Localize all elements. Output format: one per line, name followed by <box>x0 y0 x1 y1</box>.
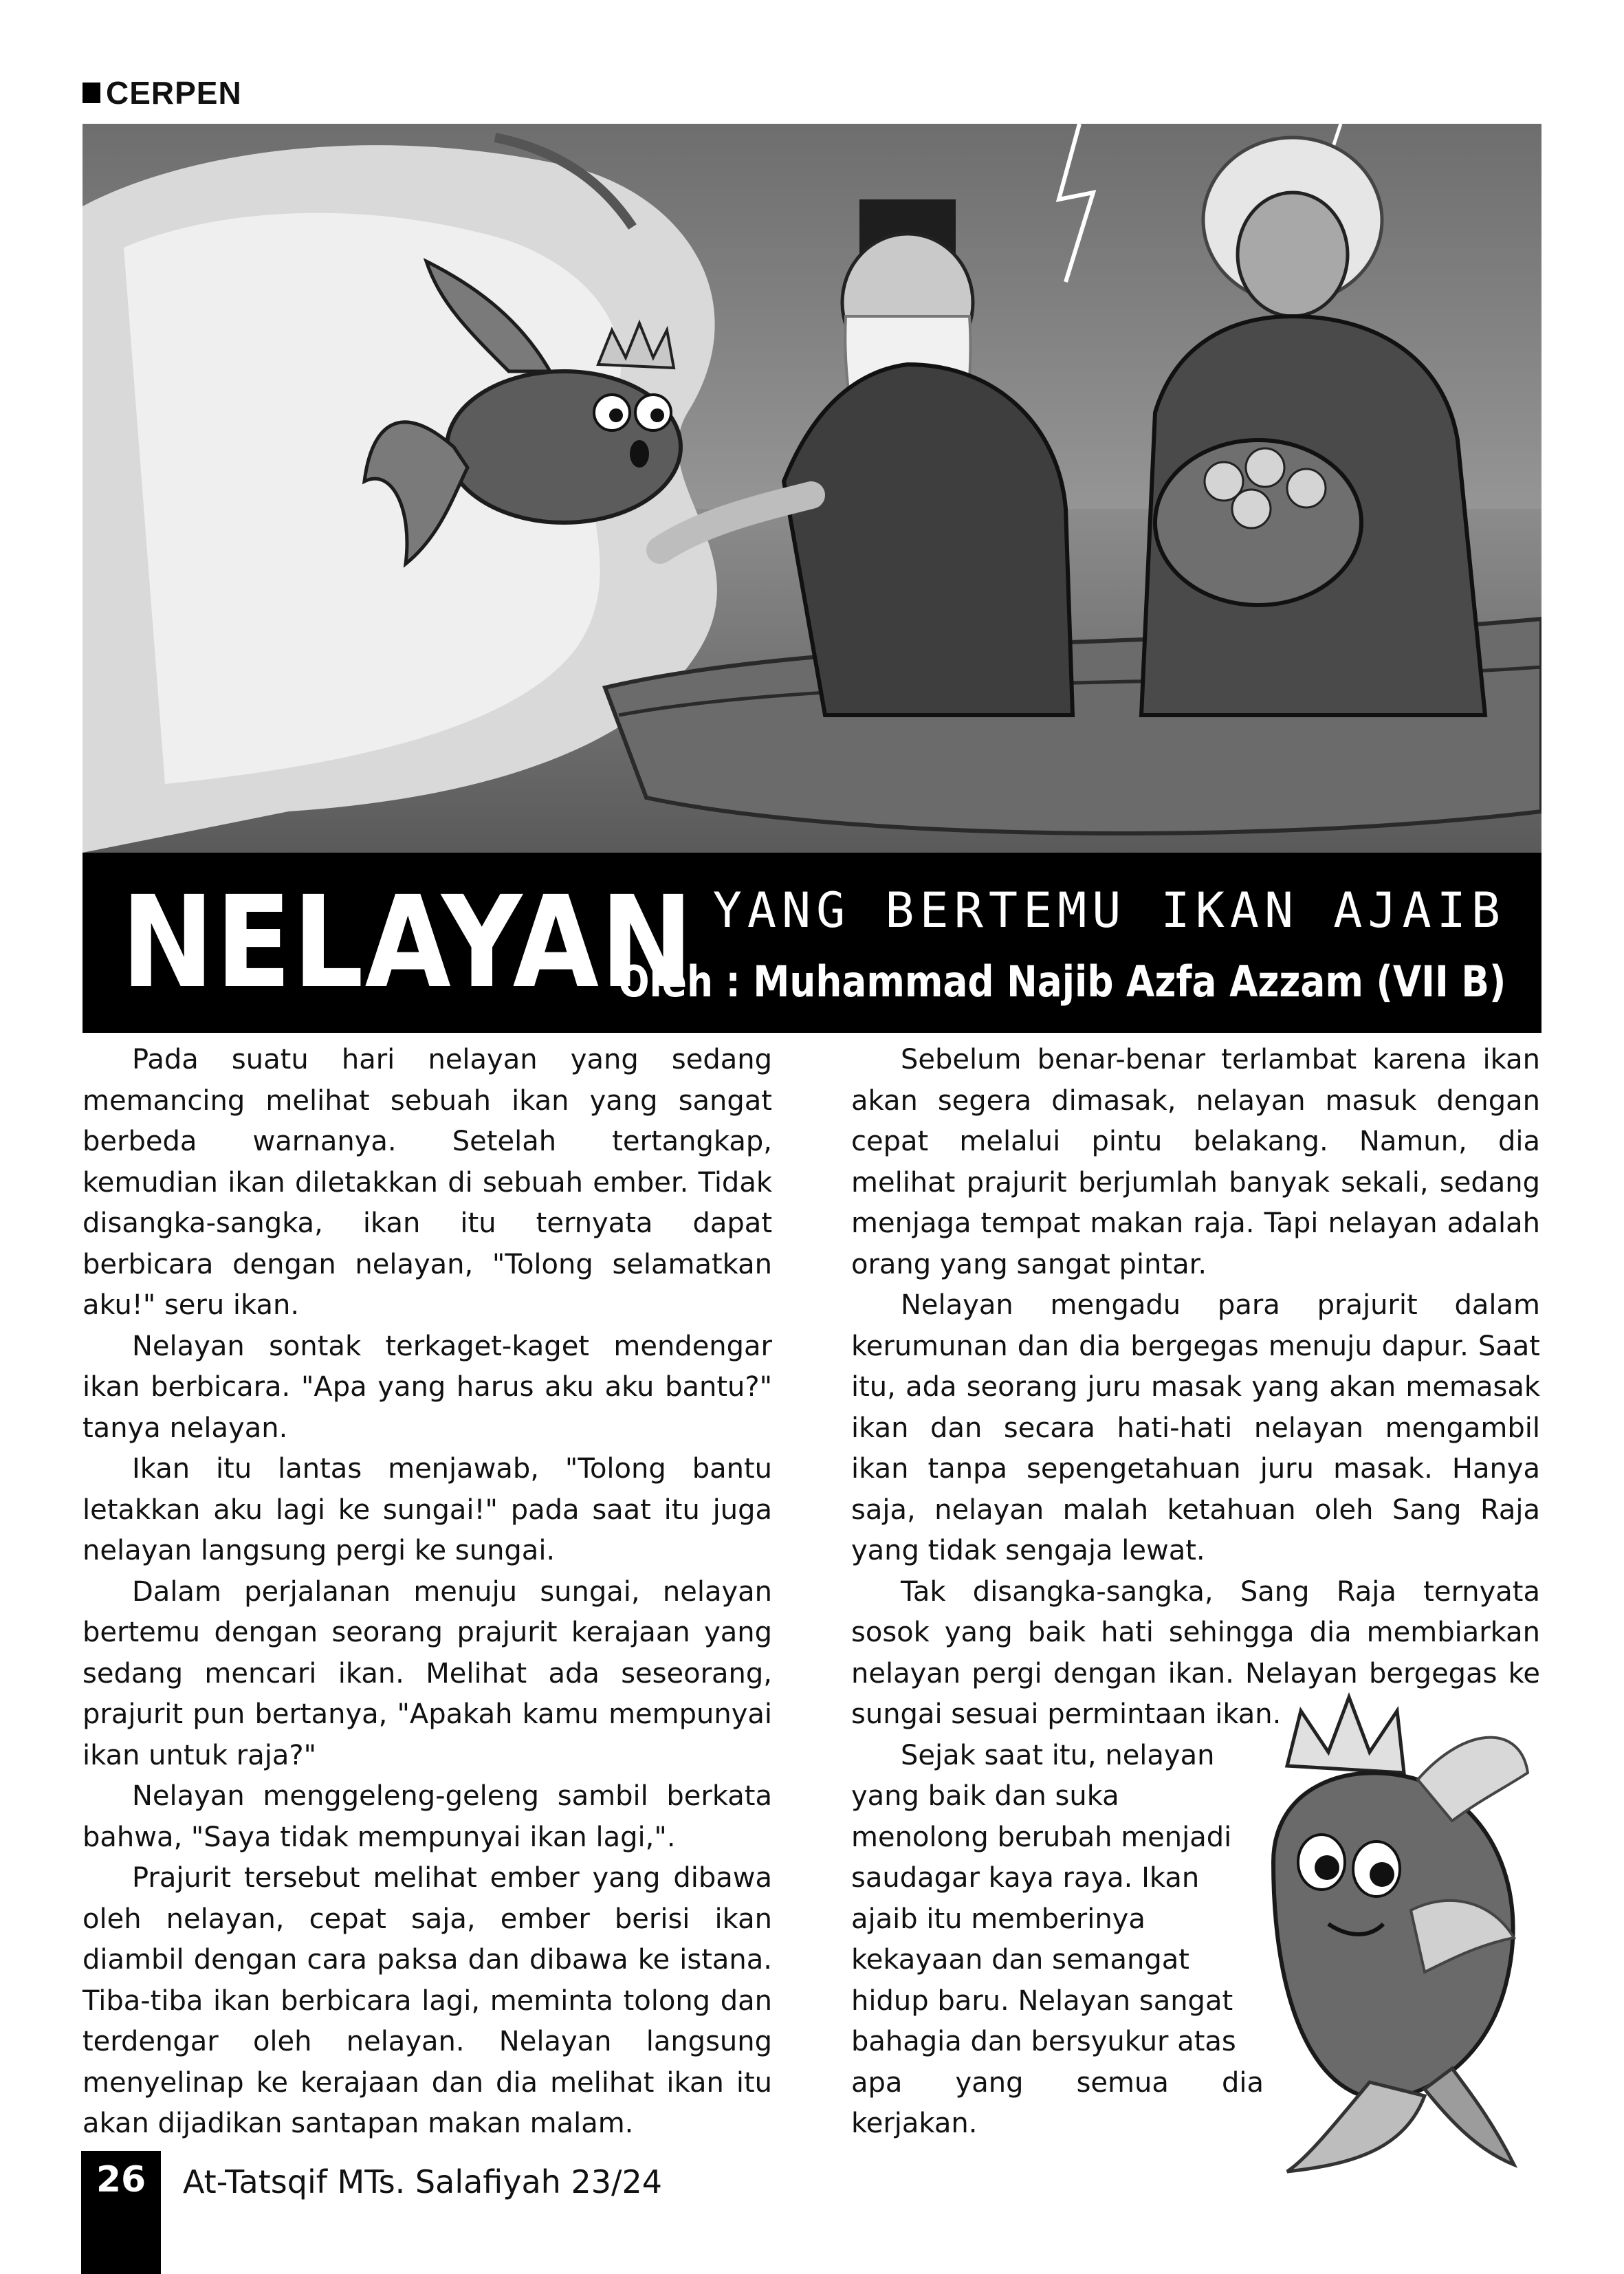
paragraph: Dalam perjalanan menuju sungai, nelayan bertemu dengan seorang prajurit kerajaan yang sedang mencari ikan. Melihat ada seseorang, prajurit pun bertanya, "Apakah kamu mempunyai ikan untuk raja?" <box>83 1575 772 1771</box>
final-paragraph-line: apa yang semua dia kerjakan. <box>851 2066 1264 2139</box>
final-paragraph-line: ajaib itu memberinya <box>851 1903 1145 1935</box>
paragraph: Nelayan menggeleng-geleng sambil berkata bahwa, "Saya tidak mempunyai ikan lagi,". <box>83 1780 772 1853</box>
paragraph: Sebelum benar-benar terlambat karena ikan akan segera dimasak, nelayan masuk dengan cepat melalui pintu belakang. Namun, dia melihat prajurit berjumlah banyak sekali, sedang menjaga tempat makan raja. Tapi nelayan adalah orang yang sangat pintar. <box>851 1044 1540 1280</box>
paragraph: Ikan itu lantas menjawab, "Tolong bantu letakkan aku lagi ke sungai!" pada saat itu juga nelayan langsung pergi ke sungai. <box>83 1453 772 1566</box>
hero-illustration <box>83 124 1541 853</box>
fisherman-scene-illustration <box>83 124 1541 853</box>
final-paragraph-line: menolong berubah menjadi <box>851 1821 1232 1853</box>
final-paragraph-line: Sejak saat itu, nelayan <box>901 1739 1215 1771</box>
page-number: 26 <box>96 2159 146 2200</box>
final-paragraph-line: yang baik dan suka <box>851 1780 1119 1812</box>
left-column <box>83 1040 772 2145</box>
final-paragraph-line: saudagar kaya raya. Ikan <box>851 1862 1200 1894</box>
paragraph: Pada suatu hari nelayan yang sedang memancing melihat sebuah ikan yang sangat berbeda warnanya. Setelah tertangkap, kemudian ikan diletakkan di sebuah ember. Tidak disangka-sangka, ikan itu ternyata dapat berbicara dengan nelayan, "Tolong selamatkan aku!" seru ikan. <box>83 1044 772 1321</box>
crowned-fish-illustration <box>1246 1683 1535 2178</box>
paragraph: Tak disangka-sangka, Sang Raja ternyata sosok yang baik hati sehingga dia membiarkan nelayan pergi dengan ikan. Nelayan bergegas ke sungai sesuai permintaan ikan. <box>851 1575 1540 1730</box>
final-paragraph-line: bahagia dan bersyukur atas <box>851 2026 1236 2057</box>
magazine-name: At-Tatsqif MTs. Salafiyah 23/24 <box>183 2163 663 2200</box>
final-paragraph-line: hidup baru. Nelayan sangat <box>851 1985 1233 2017</box>
crowned-fish-icon <box>1246 1683 1535 2178</box>
story-subtitle: YANG BERTEMU IKAN AJAIB <box>712 882 1506 939</box>
section-label <box>83 74 242 111</box>
paragraph: Nelayan sontak terkaget-kaget mendengar ikan berbicara. "Apa yang harus aku aku bantu?" tanya nelayan. <box>83 1330 772 1444</box>
story-author: Oleh : Muhammad Najib Azfa Azzam (VII B) <box>617 956 1506 1007</box>
final-paragraph-line: kekayaan dan semangat <box>851 1944 1189 1976</box>
title-band <box>83 853 1541 1033</box>
section-label-text: CERPEN <box>106 75 242 111</box>
section-marker-icon <box>83 83 100 103</box>
paragraph: Nelayan mengadu para prajurit dalam kerumunan dan dia bergegas menuju dapur. Saat itu, ada seorang juru masak yang akan memasak ikan dan secara hati-hati nelayan mengambil ikan tanpa sepengetahuan juru masak. Hanya saja, nelayan malah ketahuan oleh Sang Raja yang tidak sengaja lewat. <box>851 1289 1540 1566</box>
paragraph: Prajurit tersebut melihat ember yang dibawa oleh nelayan, cepat saja, ember berisi ikan diambil dengan cara paksa dan dibawa ke istana. Tiba-tiba ikan berbicara lagi, meminta tolong dan terdengar oleh nelayan. Nelayan langsung menyelinap ke kerajaan dan dia melihat ikan itu akan dijadikan santapan makan malam. <box>83 1862 772 2139</box>
final-paragraph <box>851 1736 1264 2145</box>
story-title: NELAYAN <box>121 869 695 1016</box>
